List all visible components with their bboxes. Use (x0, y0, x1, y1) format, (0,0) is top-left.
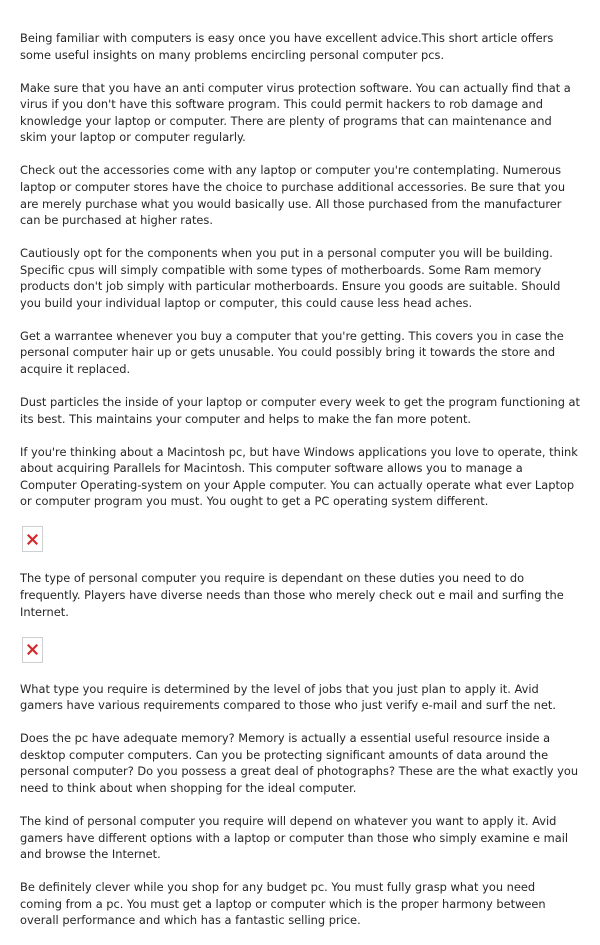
paragraph-macintosh: If you're thinking about a Macintosh pc, but have Windows applications you love to operate, think about acquiring Parallels for Macintosh. This computer software allows you to manage a Computer Operating-system on your Apple computer. You can actually operate what ever Laptop or computer program you must. You ought to get a PC operating system different. (20, 444, 578, 509)
paragraph-components: Cautiously opt for the components when you put in a personal computer you will be building. Specific cpus will simply compatible with some types of motherboards. Some Ram memory products don't job simply with particular motherboards. Ensure you goods are suitable. Should you build your individual laptop or computer, this could cause less head aches. (20, 246, 561, 310)
paragraph-warranty: Get a warrantee whenever you buy a computer that you're getting. This covers you in case the personal computer hair up or gets unusable. You could possibly bring it towards the store and acquire it replaced. (20, 328, 564, 377)
broken-image-icon (22, 526, 43, 552)
broken-image-x-icon (27, 644, 38, 655)
paragraph-type: The type of personal computer you require is dependant on these duties you need to do frequently. Players have diverse needs than those who merely check out e mail and surfing the Internet. (20, 571, 564, 619)
paragraph-memory: Does the pc have adequate memory? Memory is actually a essential useful resource inside a desktop computer computers. Can you be protecting significant amounts of data around the personal computer? Do you possess a great deal of photographs? These are the what exactly you need to think about when shopping for the ideal computer. (20, 731, 579, 795)
paragraph-kind: The kind of personal computer you require will depend on whatever you want to apply it. Avid gamers have different options with a laptop or computer than those who simply examine e mail and browse the Internet. (20, 813, 569, 862)
paragraph-dust: Dust particles the inside of your laptop or computer every week to get the program functioning at its best. This maintains your computer and helps to make the fan more potent. (20, 395, 581, 426)
paragraph-intro: Being familiar with computers is easy once you have excellent advice.This short article offers some useful insights on many problems encircling personal computer pcs. (20, 31, 554, 62)
broken-image-icon (22, 637, 43, 663)
broken-image-x-icon (27, 534, 38, 545)
paragraph-accessories: Check out the accessories come with any laptop or computer you're contemplating. Numerous laptop or computer stores have the choice to purchase additional accessories. Be sure that you are merely purchase what you would basically use. All those purchased from the manufacturer can be purchased at higher rates. (20, 163, 566, 228)
paragraph-antivirus: Make sure that you have an anti computer virus protection software. You can actually find that a virus if you don't have this software program. This could permit hackers to rob damage and knowledge your laptop or computer. There are plenty of programs that can maintenance and skim your laptop or computer regularly. (20, 80, 571, 145)
article-body (20, 30, 580, 945)
paragraph-jobs: What type you require is determined by the level of jobs that you just plan to apply it. Avid gamers have various requirements compared to those who just verify e-mail and surf the net. (20, 681, 556, 713)
paragraph-budget: Be definitely clever while you shop for any budget pc. You must fully grasp what you need coming from a pc. You must get a laptop or computer which is the proper harmony between overall performance and which has a fantastic selling price. (20, 880, 546, 928)
